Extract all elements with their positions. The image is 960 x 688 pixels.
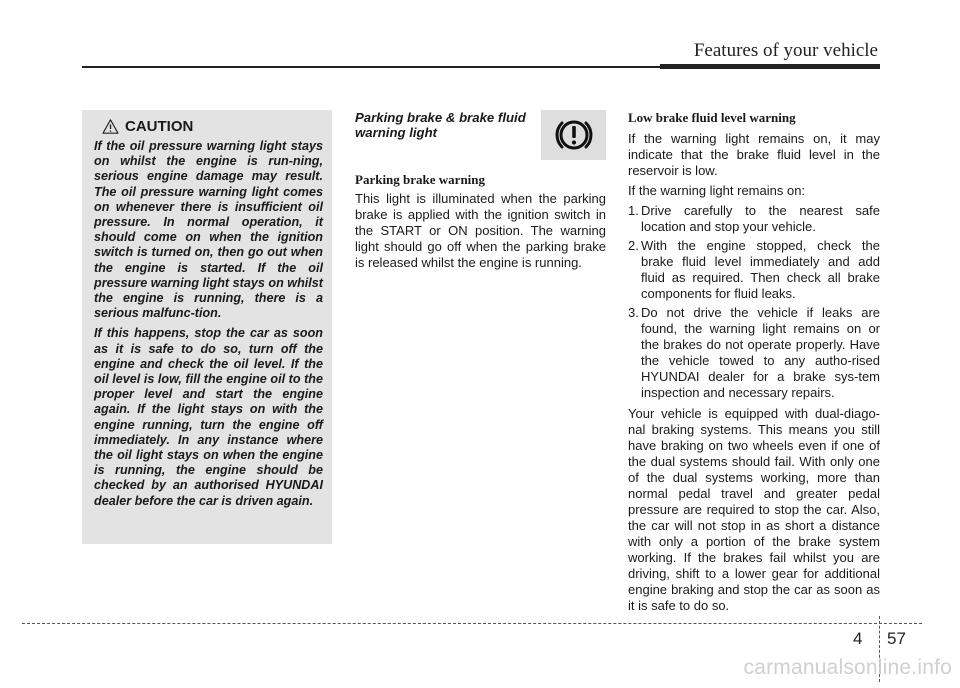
- list-text: Do not drive the vehicle if leaks are found, the warning light remains on or the brakes do not operate properly. Have the vehicle towed to any autho-rised HYUNDAI dealer for a brake sys-tem inspection and necessary repairs.: [641, 305, 880, 400]
- body-paragraph: Your vehicle is equipped with dual-diago-nal braking systems. This means you still have braking on two wheels even if one of the dual systems should fail. With only one of the dual systems working, more than normal pedal travel and greater pedal pressure are required to stop the car. Also, the car will not stop in as short a distance with only a portion of the brake system working. If the brakes fail whilst you are driving, shift to a lower gear for additional engine braking and stop the car as soon as it is safe to do so.: [628, 406, 880, 613]
- subheading: Parking brake warning: [355, 172, 486, 187]
- caution-title: CAUTION: [125, 118, 194, 135]
- list-item: [628, 203, 880, 235]
- subheading: Low brake fluid level warning: [628, 110, 796, 125]
- caution-header: [94, 118, 323, 135]
- list-number: 3.: [628, 305, 639, 320]
- list-number: 2.: [628, 238, 639, 253]
- list-text: Drive carefully to the nearest safe location and stop your vehicle.: [641, 203, 880, 234]
- steps-list: [628, 203, 880, 401]
- list-item: [628, 238, 880, 302]
- footer-rule: [22, 623, 922, 624]
- body-paragraph: If the warning light remains on, it may indicate that the brake fluid level in the reservoir is low.: [628, 131, 880, 178]
- caution-paragraph: If this happens, stop the car as soon as it is safe to do so, turn off the engine and check the oil level. If the oil level is low, fill the engine oil to the proper level and start the engine again. If the light stays on with the engine running, turn the engine off immediately. In any instance where the oil light stays on when the engine is running, the engine should be checked by an authorised HYUNDAI dealer before the car is driven again.: [94, 326, 323, 508]
- body-paragraph: If the warning light remains on:: [628, 183, 806, 198]
- brake-warning-icon: [553, 114, 595, 156]
- page-number: 57: [887, 629, 906, 648]
- page-header-title: Features of your vehicle: [693, 40, 878, 61]
- header-rule-accent: [660, 64, 880, 69]
- body-paragraph: This light is illuminated when the parking brake is applied with the ignition switch in the START or ON position. The warning light should go off when the parking brake is released whilst the engine is running.: [355, 191, 606, 270]
- warning-triangle-icon: [102, 119, 119, 134]
- caution-box: [82, 110, 332, 544]
- brake-warning-icon-box: [541, 110, 606, 160]
- list-number: 1.: [628, 203, 639, 218]
- list-item: [628, 305, 880, 401]
- list-text: With the engine stopped, check the brake fluid level immediately and add fluid as required. Then check all brake components for fluid leaks.: [641, 238, 880, 301]
- section-number: 4: [853, 629, 863, 648]
- low-brake-fluid-column: [628, 110, 880, 618]
- caution-paragraph: If the oil pressure warning light stays on whilst the engine is run-ning, serious engine damage may result. The oil pressure warning light comes on whenever there is insufficient oil pressure. In normal operation, it should come on when the ignition switch is turned on, then go out when the engine is started. If the oil pressure warning light stays on whilst the engine is running, there is a serious malfunc-tion.: [94, 139, 323, 321]
- watermark: carmanualsonline.info: [743, 656, 952, 679]
- section-title: Parking brake & brake fluid warning light: [355, 110, 526, 140]
